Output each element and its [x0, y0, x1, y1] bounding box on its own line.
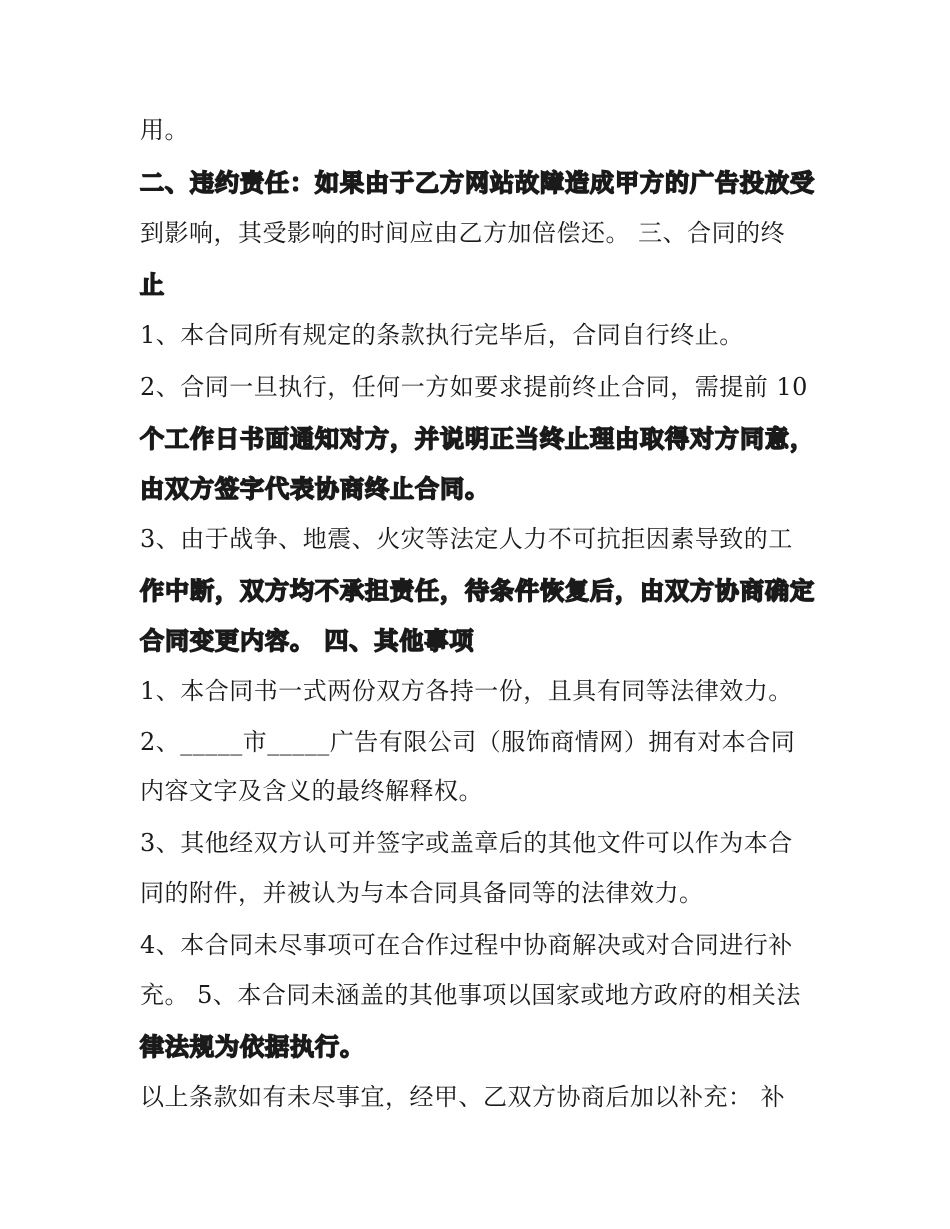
text-line-10: 作中断，双方均不承担责任，待条件恢复后，由双方协商确定 [140, 577, 815, 605]
text-line-18: 充。 5、本合同未涵盖的其他事项以国家或地方政府的相关法 [140, 981, 801, 1009]
text-line-15: 3、其他经双方认可并签字或盖章后的其他文件可以作为本合 [140, 829, 793, 857]
text-line-1: 用。 [140, 116, 189, 144]
text-line-20: 以上条款如有未尽事宜，经甲、乙双方协商后加以补充： 补 [140, 1083, 786, 1111]
text-line-12: 1、本合同书一式两份双方各持一份，且具有同等法律效力。 [140, 677, 793, 705]
text-line-8: 由双方签字代表协商终止合同。 [140, 475, 490, 503]
text-line-5: 1、本合同所有规定的条款执行完毕后，合同自行终止。 [140, 321, 744, 349]
text-line-17: 4、本合同未尽事项可在合作过程中协商解决或对合同进行补 [140, 931, 793, 959]
text-line-19: 律法规为依据执行。 [140, 1033, 365, 1061]
text-line-9: 3、由于战争、地震、火灾等法定人力不可抗拒因素导致的工 [140, 525, 793, 553]
text-line-11: 合同变更内容。 四、其他事项 [140, 627, 475, 655]
text-line-16: 同的附件，并被认为与本合同具备同等的法律效力。 [140, 879, 704, 907]
text-line-13: 2、_____市_____广告有限公司（服饰商情网）拥有对本合同 [140, 728, 796, 756]
text-line-6: 2、合同一旦执行，任何一方如要求提前终止合同，需提前 10 [140, 373, 808, 401]
text-line-2: 二、违约责任：如果由于乙方网站故障造成甲方的广告投放受 [140, 169, 815, 197]
text-line-7: 个工作日书面通知对方，并说明正当终止理由取得对方同意， [140, 425, 815, 453]
text-line-3: 到影响，其受影响的时间应由乙方加倍偿还。 三、合同的终 [140, 219, 786, 247]
text-line-14: 内容文字及含义的最终解释权。 [140, 777, 483, 805]
text-line-4: 止 [140, 271, 165, 299]
